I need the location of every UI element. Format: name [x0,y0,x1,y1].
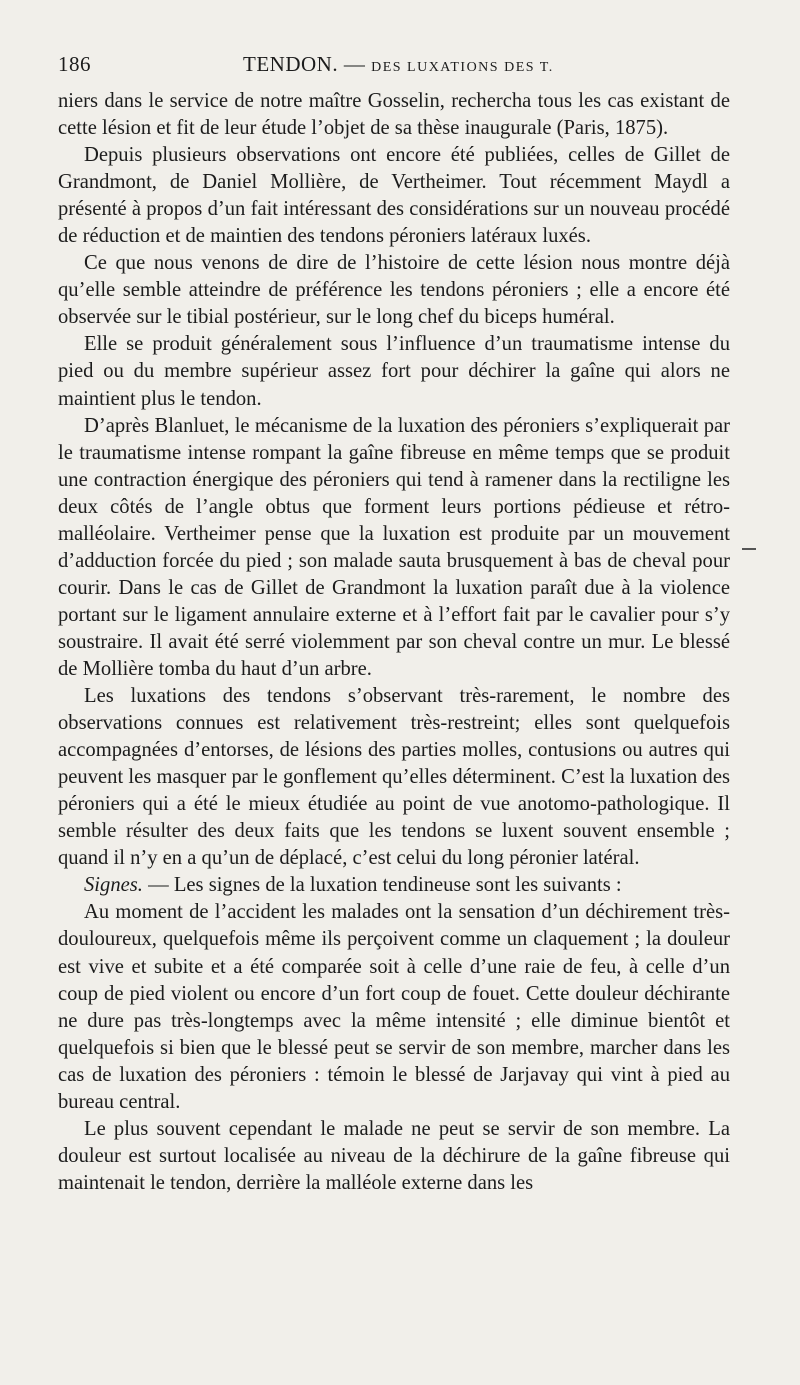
signes-text: — Les signes de la luxation tendineuse sont les suivants : [142,874,622,897]
running-title-separator: — [343,52,366,76]
paragraph-6: Les luxations des tendons s’observant très-rarement, le nombre des observations connues est relativement très-restreint; elles sont quelquefois accompagnées d’entorses, de lésions des parties molles, contusions ou autres qui peuvent les masquer par le gonflement qu’elles déterminent. C’est la luxation des péroniers qui a été le mieux étudiée au point de vue anotomo-pathologique. Il semble résulter des deux faits que les tendons se luxent souvent ensemble ; quand il n’y en a qu’un de déplacé, c’est celui du long péronier latéral. [58,685,730,870]
running-title [243,52,554,77]
paragraph-5: D’après Blanluet, le mécanisme de la luxation des péroniers s’expliquerait par le traumatisme intense rompant la gaîne fibreuse en même temps que se produit une contraction énergique des péroniers qui tend à ramener dans la rectiligne les deux côtés de l’angle obtus que forment leurs portions pédieuse et rétro-malléolaire. Vertheimer pense que la luxation est produite par un mouvement d’adduction forcée du pied ; son malade sauta brusquement à bas de cheval pour courir. Dans le cas de Gillet de Grandmont la luxation paraît due à la violence portant sur le ligament annulaire externe et à l’effort fait par le cavalier pour s’y soustraire. Il avait été serré violemment par son cheval contre un mur. Le blessé de Mollière tomba du haut d’un arbre. [58,414,730,680]
paragraph-8: Au moment de l’accident les malades ont la sensation d’un déchirement très-douloureux, quelquefois même ils perçoivent comme un claquement ; la douleur est vive et subite et a été comparée soit à celle d’une raie de feu, à celle d’un coup de pied violent ou encore d’un fort coup de fouet. Cette douleur déchirante ne dure pas très-longtemps avec la même intensité ; elle diminue bientôt et quelquefois si bien que le blessé peut se servir de son membre, marcher dans les cas de luxation des péroniers : témoin le blessé de Jarjavay qui vint à pied au bureau central. [58,901,730,1113]
margin-mark [742,548,756,550]
paragraph-2: Depuis plusieurs observations ont encore été publiées, celles de Gillet de Grandmont, de Daniel Mollière, de Vertheimer. Tout récemment Maydl a présenté à propos d’un fait intéressant des considérations sur un nouveau procédé de réduction et de maintien des tendons péroniers latéraux luxés. [58,144,730,248]
paragraph-3: Ce que nous venons de dire de l’histoire de cette lésion nous montre déjà qu’elle semble atteindre de préférence les tendons péroniers ; elle a encore été observée sur le tibial postérieur, sur le long chef du biceps huméral. [58,252,730,329]
paragraph-9: Le plus souvent cependant le malade ne peut se servir de son membre. La douleur est surtout localisée au niveau de la déchirure de la gaîne fibreuse qui maintenait le tendon, derrière la malléole externe dans les [58,1117,730,1194]
running-title-main: TENDON. [243,52,339,76]
signes-label: Signes. [84,874,143,897]
page-number: 186 [58,52,91,76]
running-title-sub: DES LUXATIONS DES T. [371,60,554,75]
paragraph-1: niers dans le service de notre maître Gosselin, rechercha tous les cas existant de cette lésion et fit de leur étude l’objet de sa thèse inaugurale (Paris, 1875). [58,90,730,140]
paragraph-signes [58,872,730,899]
running-head [58,44,730,84]
body-text [58,88,730,1197]
paragraph-4: Elle se produit généralement sous l’influence d’un traumatisme intense du pied ou du membre supérieur assez fort pour déchirer la gaîne qui alors ne maintient plus le tendon. [58,333,730,410]
